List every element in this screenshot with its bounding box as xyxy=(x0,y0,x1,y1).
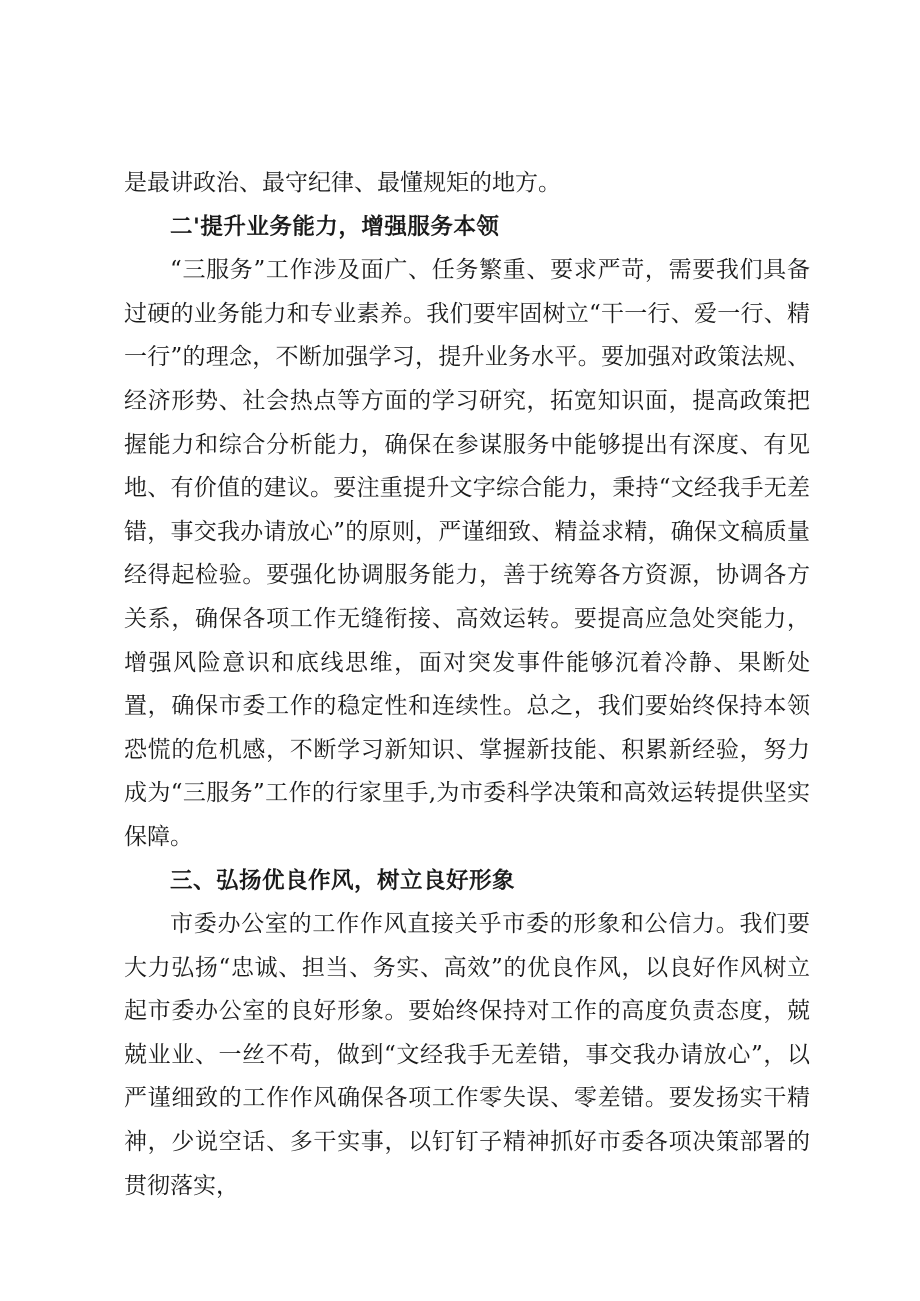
section-heading-2: 二'提升业务能力，增强服务本领 xyxy=(170,213,500,240)
section-heading-3: 三、弘扬优良作风，树立良好形象 xyxy=(170,867,516,894)
section-paragraph-2: “三服务”工作涉及面广、任务繁重、要求严苛，需要我们具备过硬的业务能力和专业素养。我们要牢固树立“干一行、爱一行、精一行”的理念，不断加强学习，提升业务水平。要加强对政策法规、经济形势、社会热点等方面的学习研究，拓宽知识面，提高政策把握能力和综合分析能力，确保在参谋服务中能够提出有深度、有见地、有价值的建议。要注重提升文字综合能力，秉持“文经我手无差错，事交我办请放心”的原则，严谨细致、精益求精，确保文稿质量经得起检验。要强化协调服务能力，善于统筹各方资源，协调各方关系，确保各项工作无缝衔接、高效运转。要提高应急处突能力，增强风险意识和底线思维，面对突发事件能够沉着冷静、果断处置，确保市委工作的稳定性和连续性。总之，我们要始终保持本领恐慌的危机感，不断学习新知识、掌握新技能、积累新经验，努力成为“三服务”工作的行家里手,为市委科学决策和高效运转提供坚实保障。 xyxy=(124,257,810,850)
document-body xyxy=(124,162,810,1208)
continued-paragraph: 是最讲政治、最守纪律、最懂规矩的地方。 xyxy=(124,170,561,196)
section-paragraph-3: 市委办公室的工作作风直接关乎市委的形象和公信力。我们要大力弘扬“忠诚、担当、务实、高效”的优良作风，以良好作风树立起市委办公室的良好形象。要始终保持对工作的高度负责态度，兢兢业业、一丝不苟，做到“文经我手无差错，事交我办请放心”，以严谨细致的工作作风确保各项工作零失误、零差错。要发扬实干精神，少说空话、多干实事，以钉钉子精神抓好市委各项决策部署的贯彻落实， xyxy=(124,911,810,1199)
